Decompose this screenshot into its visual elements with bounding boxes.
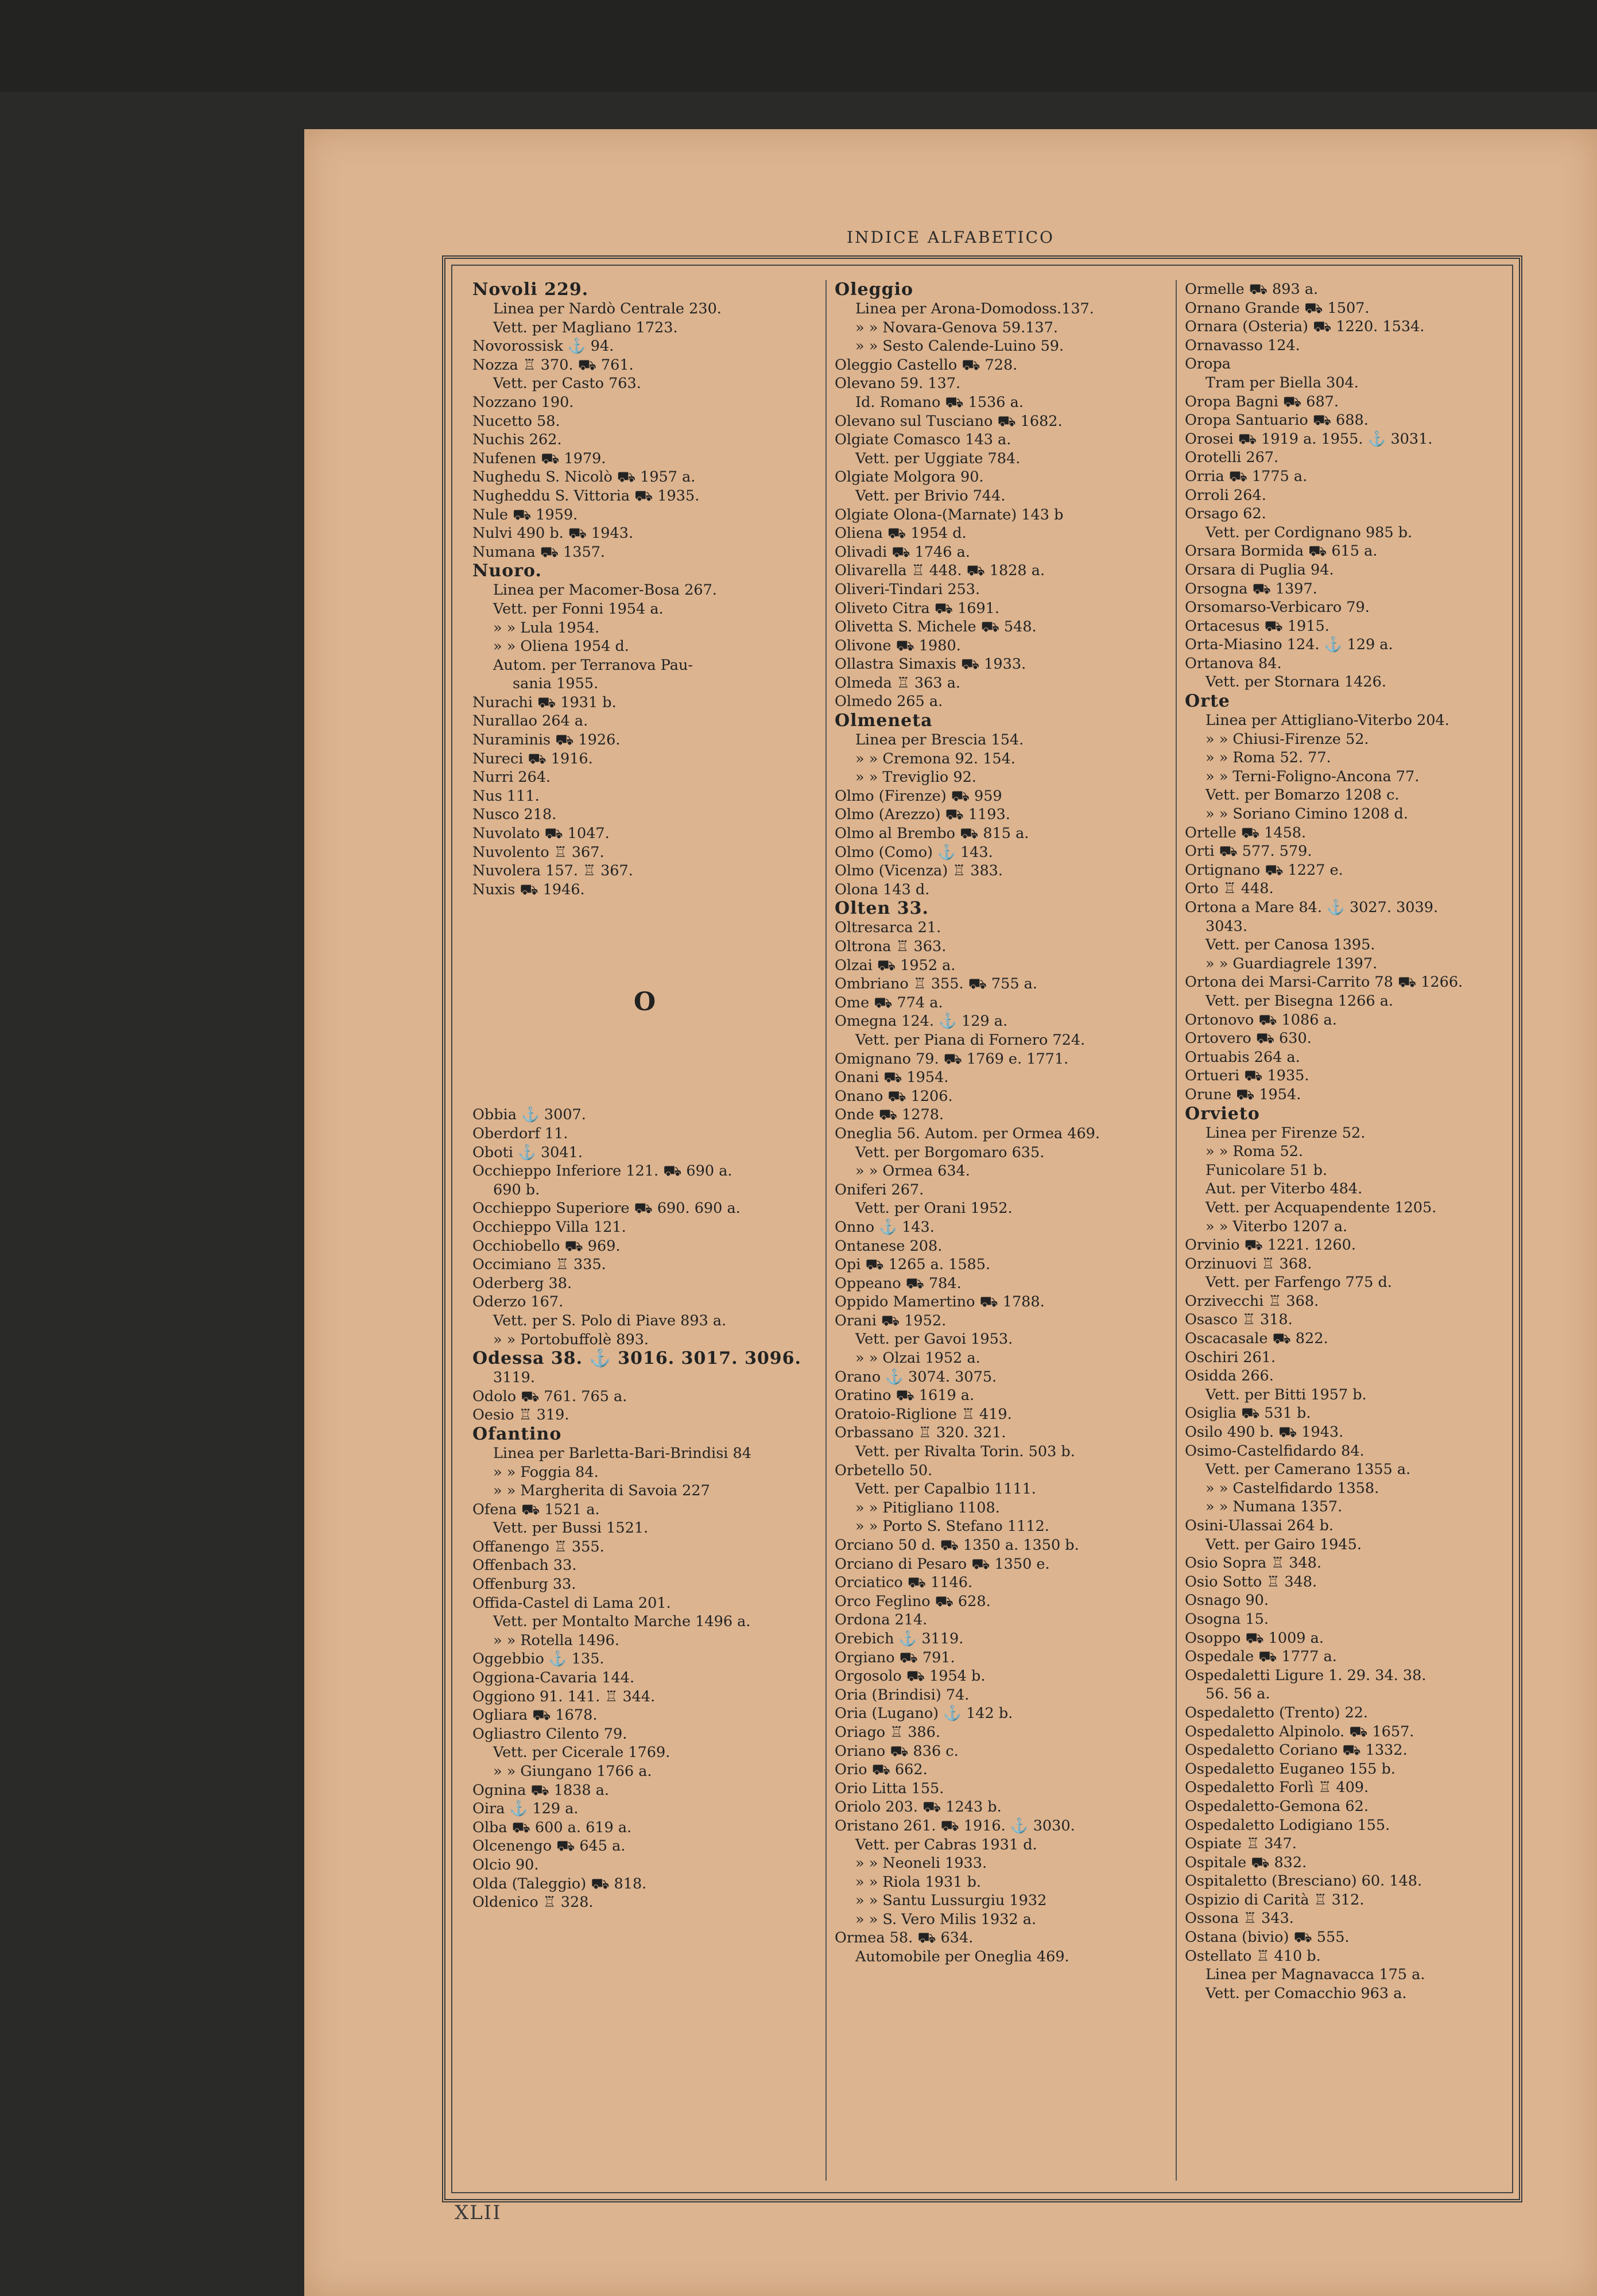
index-entry: » » Novara-Genova 59.137.	[855, 319, 1058, 336]
index-entry: Novoli 229.	[472, 280, 589, 300]
index-entry: Osio Sotto ♖ 348.	[1185, 1573, 1317, 1591]
page-header: INDICE ALFABETICO	[847, 228, 1055, 247]
index-entry: Vett. per Magliano 1723.	[493, 319, 678, 336]
index-entry: » » Neoneli 1933.	[855, 1855, 987, 1872]
index-entry: Ortelle ⛟ 1458.	[1185, 824, 1307, 841]
index-entry: Orzinuovi ♖ 368.	[1185, 1255, 1312, 1273]
index-entry: Vett. per Bomarzo 1208 c.	[1205, 786, 1400, 804]
index-entry: Ortueri ⛟ 1935.	[1185, 1067, 1309, 1085]
index-entry: Vett. per Stornara 1426.	[1205, 673, 1386, 691]
index-entry: Automobile per Oneglia 469.	[855, 1948, 1069, 1966]
index-entry: Ospedaletto Coriano ⛟ 1332.	[1185, 1742, 1408, 1759]
index-entry: Orgosolo ⛟ 1954 b.	[835, 1667, 986, 1685]
index-entry: Ontanese 208.	[835, 1237, 943, 1255]
index-entry: » » Olzai 1952 a.	[855, 1349, 980, 1367]
index-entry: Olevano sul Tusciano ⛟ 1682.	[835, 412, 1063, 430]
index-entry: Ollastra Simaxis ⛟ 1933.	[835, 656, 1026, 673]
index-entry: Vett. per Cicerale 1769.	[493, 1744, 670, 1762]
index-entry: Linea per Attigliano-Viterbo 204.	[1205, 712, 1449, 730]
index-entry: Orosei ⛟ 1919 a. 1955. ⚓ 3031.	[1185, 430, 1433, 448]
index-entry: Orune ⛟ 1954.	[1185, 1085, 1301, 1103]
index-entry: Ospedaletto Alpinolo. ⛟ 1657.	[1185, 1723, 1414, 1740]
index-entry: Osasco ♖ 318.	[1185, 1311, 1293, 1329]
index-entry: Osio Sopra ♖ 348.	[1185, 1554, 1321, 1572]
index-entry: Olmo (Vicenza) ♖ 383.	[835, 862, 1003, 880]
index-entry: Ognina ⛟ 1838 a.	[472, 1781, 610, 1799]
index-entry: Oratino ⛟ 1619 a.	[835, 1387, 975, 1405]
index-entry: » » Sesto Calende-Luino 59.	[855, 338, 1064, 355]
index-entry: Ospedaletto-Gemona 62.	[1185, 1797, 1369, 1815]
index-entry: Ortona a Mare 84. ⚓ 3027. 3039.	[1185, 899, 1439, 916]
index-entry: Orciano 50 d. ⛟ 1350 a. 1350 b.	[835, 1537, 1079, 1554]
index-entry: Oira ⚓ 129 a.	[472, 1800, 579, 1818]
index-entry: » » Roma 52. 77.	[1205, 749, 1331, 767]
index-entry: Occhieppo Superiore ⛟ 690. 690 a.	[472, 1200, 741, 1217]
index-entry: Ombriano ♖ 355. ⛟ 755 a.	[835, 975, 1037, 993]
index-entry: Vett. per Bussi 1521.	[493, 1519, 649, 1537]
index-entry: Linea per Brescia 154.	[855, 731, 1024, 749]
index-entry: Osimo-Castelfidardo 84.	[1185, 1442, 1365, 1460]
index-entry: Olmedo 265 a.	[835, 693, 943, 711]
page-number: XLII	[455, 2201, 502, 2224]
index-entry: Ortona dei Marsi-Carrito 78 ⛟ 1266.	[1185, 974, 1463, 991]
index-entry: Oristano 261. ⛟ 1916. ⚓ 3030.	[835, 1817, 1075, 1835]
index-entry: Nuvolera 157. ♖ 367.	[472, 862, 633, 880]
index-entry: Ospitale ⛟ 832.	[1185, 1853, 1307, 1871]
index-entry: Osini-Ulassai 264 b.	[1185, 1517, 1334, 1534]
index-entry: Vett. per Orani 1952.	[855, 1200, 1013, 1217]
index-entry: Onde ⛟ 1278.	[835, 1106, 944, 1124]
index-entry: Linea per Magnavacca 175 a.	[1205, 1966, 1425, 1984]
index-entry: Nureci ⛟ 1916.	[472, 750, 593, 767]
scanner-background	[0, 0, 1597, 92]
index-entry: Vett. per Cabras 1931 d.	[855, 1836, 1037, 1853]
index-entry: Olmeda ♖ 363 a.	[835, 674, 961, 692]
index-entry: Nufenen ⛟ 1979.	[472, 449, 606, 467]
index-entry: Ospedaletti Ligure 1. 29. 34. 38.	[1185, 1666, 1427, 1684]
index-entry: Vett. per Bisegna 1266 a.	[1205, 992, 1394, 1010]
index-entry: Orgiano ⛟ 791.	[835, 1649, 955, 1666]
index-entry: Nucetto 58.	[472, 412, 560, 430]
index-entry: Orbetello 50.	[835, 1461, 933, 1479]
index-entry: Oberdorf 11.	[472, 1125, 568, 1142]
index-entry: » » Margherita di Savoia 227	[493, 1482, 710, 1500]
index-entry: Olzai ⛟ 1952 a.	[835, 956, 956, 974]
index-entry: Autom. per Terranova Pau-	[493, 656, 693, 674]
index-frame	[442, 255, 1522, 2202]
index-entry: Oboti ⚓ 3041.	[472, 1143, 583, 1161]
index-entry: Odolo ⛟ 761. 765 a.	[472, 1387, 627, 1405]
index-entry: » » Chiusi-Firenze 52.	[1205, 730, 1369, 748]
index-entry: Ospedaletto Lodigiano 155.	[1185, 1816, 1390, 1834]
index-entry: Olivetta S. Michele ⛟ 548.	[835, 618, 1037, 636]
index-entry: Oggiono 91. 141. ♖ 344.	[472, 1688, 656, 1705]
index-entry: Orebich ⚓ 3119.	[835, 1630, 964, 1647]
index-entry: Olmo (Arezzo) ⛟ 1193.	[835, 806, 1010, 824]
index-entry: Oldenico ♖ 328.	[472, 1894, 594, 1911]
index-entry: Oriago ♖ 386.	[835, 1723, 940, 1741]
index-entry: Onani ⛟ 1954.	[835, 1069, 949, 1087]
index-entry: Olda (Taleggio) ⛟ 818.	[472, 1875, 647, 1892]
index-entry: Ortuabis 264 a.	[1185, 1048, 1300, 1066]
index-entry: Omignano 79. ⛟ 1769 e. 1771.	[835, 1050, 1069, 1068]
index-entry: Oniferi 267.	[835, 1181, 924, 1199]
index-entry: Nuoro.	[472, 561, 542, 581]
index-entry: Ospizio di Carità ♖ 312.	[1185, 1891, 1365, 1909]
index-entry: Offenbach 33.	[472, 1557, 577, 1574]
index-entry: Nuraminis ⛟ 1926.	[472, 731, 621, 749]
index-entry: Vett. per Acquapendente 1205.	[1205, 1199, 1437, 1216]
index-entry: » » Pitigliano 1108.	[855, 1499, 1000, 1517]
index-entry: Nuxis ⛟ 1946.	[472, 881, 585, 898]
index-entry: Ortacesus ⛟ 1915.	[1185, 617, 1329, 635]
index-entry: Olgiate Olona-(Marnate) 143 b	[835, 506, 1064, 523]
index-entry: Olba ⛟ 600 a. 619 a.	[472, 1818, 632, 1836]
index-entry: Nurallao 264 a.	[472, 712, 588, 730]
index-entry: Offida-Castel di Lama 201.	[472, 1594, 671, 1612]
index-entry: Ofantino	[472, 1424, 562, 1444]
index-entry: » » Rotella 1496.	[493, 1631, 619, 1649]
index-entry: Linea per Macomer-Bosa 267.	[493, 581, 717, 599]
index-entry: Funicolare 51 b.	[1205, 1161, 1328, 1179]
index-entry: Oriano ⛟ 836 c.	[835, 1742, 959, 1760]
index-entry: » » Numana 1357.	[1205, 1498, 1343, 1516]
index-entry: Tram per Biella 304.	[1205, 374, 1359, 391]
index-entry: Vett. per Farfengo 775 d.	[1205, 1274, 1392, 1292]
index-entry: Ortonovo ⛟ 1086 a.	[1185, 1011, 1337, 1029]
index-entry: Nule ⛟ 1959.	[472, 506, 578, 523]
index-entry: Ospedaletto (Trento) 22.	[1185, 1704, 1368, 1721]
index-entry: Ortovero ⛟ 630.	[1185, 1030, 1312, 1048]
index-entry: Vett. per Borgomaro 635.	[855, 1143, 1045, 1161]
index-entry: Vett. per Cordignano 985 b.	[1205, 523, 1413, 541]
index-entry: Orio Litta 155.	[835, 1779, 944, 1797]
index-entry: Oriolo 203. ⛟ 1243 b.	[835, 1798, 1002, 1816]
index-entry: Oliveri-Tindari 253.	[835, 580, 980, 598]
index-entry: Ospedale ⛟ 1777 a.	[1185, 1648, 1337, 1666]
index-entry: Ospedaletto Forlì ♖ 409.	[1185, 1779, 1369, 1797]
index-entry: Oliveto Citra ⛟ 1691.	[835, 599, 1000, 617]
column-1-block-n	[472, 280, 817, 899]
index-entry: Ostellato ♖ 410 b.	[1185, 1947, 1321, 1965]
index-entry: Occhiobello ⛟ 969.	[472, 1237, 621, 1255]
index-entry: Olmo (Como) ⚓ 143.	[835, 843, 993, 861]
index-entry: » » Treviglio 92.	[855, 769, 976, 786]
index-inner-border	[451, 265, 1513, 2193]
index-entry: Orciano di Pesaro ⛟ 1350 e.	[835, 1555, 1050, 1573]
index-entry: Novorossisk ⚓ 94.	[472, 338, 614, 355]
index-entry: Orria ⛟ 1775 a.	[1185, 467, 1308, 485]
index-entry: 3119.	[493, 1369, 536, 1387]
index-entry: » » Lula 1954.	[493, 619, 600, 637]
index-entry: Osiglia ⛟ 531 b.	[1185, 1405, 1311, 1422]
index-entry: Osnago 90.	[1185, 1592, 1269, 1609]
index-entry: Orvieto	[1185, 1103, 1260, 1124]
index-entry: Vett. per Capalbio 1111.	[855, 1480, 1036, 1498]
index-entry: Orco Feglino ⛟ 628.	[835, 1592, 991, 1610]
index-entry: Vett. per Piana di Fornero 724.	[855, 1031, 1086, 1049]
index-entry: Vett. per Gavoi 1953.	[855, 1331, 1013, 1348]
index-entry: Ortignano ⛟ 1227 e.	[1185, 861, 1343, 879]
index-entry: » » Giungano 1766 a.	[493, 1763, 652, 1780]
index-entry: Linea per Firenze 52.	[1205, 1124, 1366, 1142]
index-entry: Ospitaletto (Bresciano) 60. 148.	[1185, 1872, 1422, 1890]
index-entry: Obbia ⚓ 3007.	[472, 1106, 586, 1124]
index-entry: Orciatico ⛟ 1146.	[835, 1574, 973, 1592]
index-entry: Olona 143 d.	[835, 881, 930, 898]
index-entry: Orsara Bormida ⛟ 615 a.	[1185, 542, 1378, 560]
index-entry: Oropa	[1185, 355, 1231, 373]
index-entry: Vett. per Bitti 1957 b.	[1205, 1386, 1367, 1403]
index-entry: Orsomarso-Verbicaro 79.	[1185, 599, 1370, 616]
column-1-block-o	[472, 1106, 817, 1911]
index-entry: Occimiano ♖ 335.	[472, 1256, 606, 1274]
index-entry: Olivarella ♖ 448. ⛟ 1828 a.	[835, 562, 1045, 580]
index-entry: 690 b.	[493, 1181, 540, 1199]
index-entry: Oltresarca 21.	[835, 919, 941, 937]
index-entry: 3043.	[1205, 917, 1248, 935]
index-entry: » » Roma 52.	[1205, 1143, 1304, 1161]
index-entry: Vett. per Fonni 1954 a.	[493, 600, 664, 618]
index-entry: » » Oliena 1954 d.	[493, 638, 629, 656]
index-entry: Oderberg 38.	[472, 1274, 572, 1292]
index-column-2	[825, 280, 1173, 2181]
index-entry: Vett. per Casto 763.	[493, 375, 641, 393]
index-entry: Vett. per Montalto Marche 1496 a.	[493, 1613, 751, 1631]
index-entry: Vett. per Rivalta Torin. 503 b.	[855, 1443, 1075, 1461]
index-entry: Orio ⛟ 662.	[835, 1761, 928, 1779]
index-entry: Nurachi ⛟ 1931 b.	[472, 693, 617, 711]
index-entry: Orotelli 267.	[1185, 449, 1279, 467]
index-entry: Nozza ♖ 370. ⛟ 761.	[472, 356, 634, 374]
index-entry: Orsara di Puglia 94.	[1185, 561, 1334, 579]
index-entry: » » Castelfidardo 1358.	[1205, 1479, 1379, 1497]
index-entry: Oria (Lugano) ⚓ 142 b.	[835, 1705, 1013, 1723]
book-page	[304, 129, 1597, 2296]
index-entry: » » Guardiagrele 1397.	[1205, 955, 1378, 972]
index-entry: Ostana (bivio) ⛟ 555.	[1185, 1929, 1350, 1946]
index-entry: Osidda 266.	[1185, 1367, 1274, 1385]
index-entry: Ospiate ♖ 347.	[1185, 1835, 1297, 1853]
index-entry: Ornara (Osteria) ⛟ 1220. 1534.	[1185, 318, 1425, 336]
index-entry: Olgiate Comasco 143 a.	[835, 431, 1011, 449]
index-entry: Occhieppo Inferiore 121. ⛟ 690 a.	[472, 1162, 732, 1180]
index-entry: Olcio 90.	[472, 1856, 539, 1874]
index-entry: Onano ⛟ 1206.	[835, 1087, 953, 1105]
index-entry: Ossona ♖ 343.	[1185, 1910, 1294, 1927]
index-column-1	[472, 280, 817, 2181]
index-entry: Ordona 214.	[835, 1611, 928, 1629]
index-entry: sania 1955.	[513, 675, 599, 693]
index-entry: » » Soriano Cimino 1208 d.	[1205, 805, 1408, 823]
index-entry: » » Portobuffolè 893.	[493, 1331, 649, 1348]
index-entry: Id. Romano ⛟ 1536 a.	[855, 393, 1024, 411]
index-entry: Olevano 59. 137.	[835, 375, 961, 393]
index-entry: » » Porto S. Stefano 1112.	[855, 1518, 1049, 1535]
index-entry: Offanengo ♖ 355.	[472, 1538, 604, 1556]
index-entry: Ormea 58. ⛟ 634.	[835, 1929, 974, 1947]
index-entry: Oggebbio ⚓ 135.	[472, 1650, 604, 1668]
index-entry: Orsogna ⛟ 1397.	[1185, 580, 1317, 598]
index-entry: Ornavasso 124.	[1185, 336, 1300, 354]
index-entry: Orvinio ⛟ 1221. 1260.	[1185, 1236, 1356, 1254]
index-entry: Nus 111.	[472, 787, 540, 805]
index-entry: Oppido Mamertino ⛟ 1788.	[835, 1293, 1045, 1311]
index-entry: Onno ⚓ 143.	[835, 1218, 935, 1236]
index-entry: Orti ⛟ 577. 579.	[1185, 843, 1312, 860]
index-entry: Vett. per S. Polo di Piave 893 a.	[493, 1312, 727, 1329]
section-letter: O	[633, 987, 656, 1017]
index-entry: » » Ormea 634.	[855, 1162, 970, 1180]
index-entry: Vett. per Gairo 1945.	[1205, 1535, 1362, 1553]
index-entry: Nuchis 262.	[472, 431, 562, 449]
index-entry: Ofena ⛟ 1521 a.	[472, 1500, 600, 1518]
index-entry: Oleggio Castello ⛟ 728.	[835, 356, 1018, 374]
index-entry: Olivadi ⛟ 1746 a.	[835, 543, 970, 561]
index-entry: Olcenengo ⛟ 645 a.	[472, 1837, 626, 1855]
index-entry: Orte	[1185, 691, 1230, 712]
index-entry: Oneglia 56. Autom. per Ormea 469.	[835, 1124, 1100, 1142]
index-entry: Vett. per Canosa 1395.	[1205, 936, 1375, 954]
index-entry: Vett. per Uggiate 784.	[855, 449, 1021, 467]
index-entry: Olmo (Firenze) ⛟ 959	[835, 787, 1002, 805]
index-entry: Ome ⛟ 774 a.	[835, 994, 943, 1011]
index-entry: Occhieppo Villa 121.	[472, 1218, 626, 1236]
index-entry: Linea per Nardò Centrale 230.	[493, 300, 722, 317]
index-entry: Osilo 490 b. ⛟ 1943.	[1185, 1424, 1344, 1441]
index-column-3	[1176, 280, 1518, 2181]
index-entry: Oscacasale ⛟ 822.	[1185, 1330, 1328, 1348]
index-entry: Nozzano 190.	[472, 393, 574, 411]
index-entry: Vett. per Camerano 1355 a.	[1205, 1461, 1411, 1479]
index-entry: » » Santu Lussurgiu 1932	[855, 1892, 1047, 1910]
index-entry: Oria (Brindisi) 74.	[835, 1686, 970, 1704]
index-entry: Orani ⛟ 1952.	[835, 1312, 947, 1329]
index-entry: Olmo al Brembo ⛟ 815 a.	[835, 825, 1029, 843]
index-entry: » » Viterbo 1207 a.	[1205, 1217, 1348, 1235]
index-entry: Vett. per Brivio 744.	[855, 487, 1006, 505]
index-entry: Oliena ⛟ 1954 d.	[835, 525, 967, 542]
index-entry: Nusco 218.	[472, 806, 557, 824]
index-entry: Olten 33.	[835, 898, 929, 919]
index-entry: Oesio ♖ 319.	[472, 1406, 569, 1424]
index-entry: Nughedu S. Nicolò ⛟ 1957 a.	[472, 468, 696, 486]
index-entry: Numana ⛟ 1357.	[472, 543, 606, 561]
index-entry: Oropa Santuario ⛟ 688.	[1185, 412, 1369, 429]
index-entry: Osogna 15.	[1185, 1610, 1269, 1628]
index-entry: 56. 56 a.	[1205, 1685, 1270, 1703]
index-entry: Oderzo 167.	[472, 1293, 564, 1311]
index-entry: Orto ♖ 448.	[1185, 880, 1274, 898]
index-entry: Offenburg 33.	[472, 1576, 576, 1593]
index-entry: » » Terni-Foligno-Ancona 77.	[1205, 767, 1420, 785]
index-entry: Linea per Arona-Domodoss.137.	[855, 300, 1094, 317]
index-entry: Orano ⚓ 3074. 3075.	[835, 1368, 997, 1386]
index-entry: Oppeano ⛟ 784.	[835, 1274, 962, 1292]
index-entry: Ogliastro Cilento 79.	[472, 1725, 627, 1743]
index-entry: Oschiri 261.	[1185, 1348, 1276, 1366]
index-entry: Ormelle ⛟ 893 a.	[1185, 281, 1319, 298]
index-entry: Oltrona ♖ 363.	[835, 938, 947, 955]
index-entry: Orsago 62.	[1185, 505, 1266, 523]
index-entry: Opi ⛟ 1265 a. 1585.	[835, 1256, 991, 1274]
index-entry: Ortanova 84.	[1185, 654, 1282, 672]
index-entry: Orta-Miasino 124. ⚓ 129 a.	[1185, 636, 1393, 654]
index-entry: Omegna 124. ⚓ 129 a.	[835, 1013, 1008, 1030]
index-entry: Ogliara ⛟ 1678.	[472, 1707, 598, 1724]
index-entry: Osoppo ⛟ 1009 a.	[1185, 1629, 1324, 1647]
index-entry: » » Riola 1931 b.	[855, 1873, 982, 1891]
index-entry: Aut. per Viterbo 484.	[1205, 1180, 1363, 1198]
index-entry: » » Cremona 92. 154.	[855, 750, 1015, 767]
index-entry: Linea per Barletta-Bari-Brindisi 84	[493, 1444, 751, 1462]
index-entry: Olmeneta	[835, 711, 933, 731]
index-entry: Nuvolato ⛟ 1047.	[472, 825, 610, 843]
index-entry: Olgiate Molgora 90.	[835, 468, 984, 486]
index-entry: Orzivecchi ♖ 368.	[1185, 1292, 1319, 1310]
index-entry: Nurri 264.	[472, 769, 551, 786]
index-entry: Nuvolento ♖ 367.	[472, 843, 604, 861]
index-entry: Oggiona-Cavaria 144.	[472, 1669, 635, 1687]
index-entry: Vett. per Comacchio 963 a.	[1205, 1984, 1407, 2002]
index-entry: » » Foggia 84.	[493, 1463, 599, 1481]
index-entry: » » S. Vero Milis 1932 a.	[855, 1910, 1037, 1928]
index-entry: Oratoio-Riglione ♖ 419.	[835, 1405, 1012, 1423]
index-entry: Olivone ⛟ 1980.	[835, 637, 961, 654]
index-entry: Oleggio	[835, 280, 913, 300]
index-entry: Oropa Bagni ⛟ 687.	[1185, 393, 1339, 410]
index-entry: Odessa 38. ⚓ 3016. 3017. 3096.	[472, 1348, 802, 1369]
index-entry: Ospedaletto Euganeo 155 b.	[1185, 1760, 1396, 1778]
index-entry: Ornano Grande ⛟ 1507.	[1185, 299, 1370, 317]
index-entry: Orbassano ♖ 320. 321.	[835, 1424, 1006, 1442]
index-entry: Orroli 264.	[1185, 486, 1266, 504]
index-entry: Nulvi 490 b. ⛟ 1943.	[472, 525, 634, 542]
index-entry: Nugheddu S. Vittoria ⛟ 1935.	[472, 487, 700, 505]
